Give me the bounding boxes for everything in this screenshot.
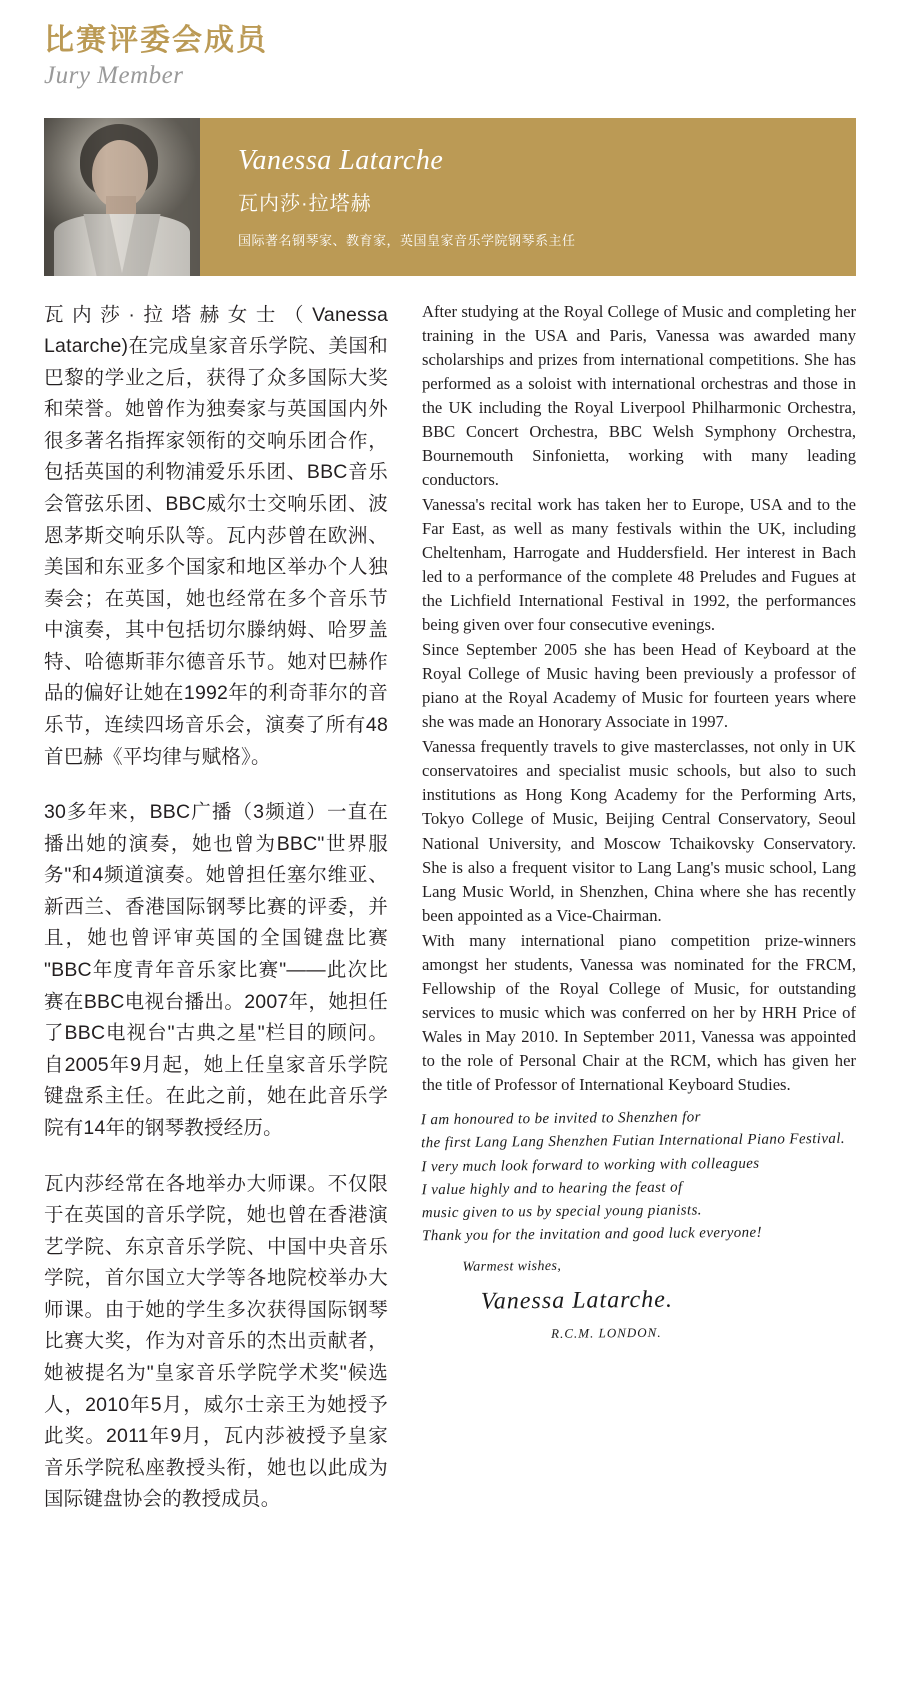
bio-paragraph-cn: 瓦内莎经常在各地举办大师课。不仅限于在英国的音乐学院，她也曾在香港演艺学院、东京音乐学院、中国中央音乐学院，首尔国立大学等各地院校举办大师课。由于她的学生多次获得国际钢琴比赛大奖，作为对音乐的杰出贡献者，她被提名为"皇家音乐学院学术奖"候选人，2010年5月，威尔士亲王为她授予此奖。2011年9月，瓦内莎被授予皇家音乐学院私座教授头衔，她也以此成为国际键盘协会的教授成员。 xyxy=(44,1172,388,1511)
chinese-bio-column xyxy=(44,300,388,1540)
handwritten-closing: Warmest wishes, xyxy=(462,1258,562,1275)
english-bio-column xyxy=(422,300,856,1540)
bio-paragraph-cn: 瓦内莎·拉塔赫女士（Vanessa Latarche)在完成皇家音乐学院、美国和巴黎的学业之后，获得了众多国际大奖和荣誉。她曾作为独奏家与英国国内外很多著名指挥家领衔的交响乐团合作，包括英国的利物浦爱乐乐团、BBC音乐会管弦乐团、BBC威尔士交响乐团、波恩茅斯交响乐队等。瓦内莎曾在欧洲、美国和东亚多个国家和地区举办个人独奏会；在英国，她也经常在多个音乐节中演奏，其中包括切尔滕纳姆、哈罗盖特、哈德斯菲尔德音乐节。她对巴赫作品的偏好让她在1992年的利奇菲尔的音乐节，连续四场音乐会，演奏了所有48首巴赫《平均律与赋格》。 xyxy=(44,303,388,768)
bio-paragraph-en: Vanessa's recital work has taken her to Europe, USA and to the Far East, as well as many festivals within the UK, including Cheltenham, Harrogate and Huddersfield. Her interest in Bach led to a performance of the complete 48 Preludes and Fugues at the Lichfield International Festival in 1992, the performances being given over four consecutive evenings. xyxy=(422,494,856,635)
handwritten-line: Thank you for the invitation and good luck everyone! xyxy=(422,1225,763,1245)
bio-paragraph-en: Vanessa frequently travels to give masterclasses, not only in UK conservatoires and specialist music schools, but also to such institutions as Hong Kong Academy for the Performing Arts, Tokyo College of Music, Beijing Central Conservatory, Seoul National University, and Moscow Tchaikovsky Conservatory. She is also a frequent visitor to Lang Lang's music school, Lang Lang Music World, in Shenzhen, China where she has recently been appointed as a Vice-Chairman. xyxy=(422,737,856,925)
handwritten-place: R.C.M. LONDON. xyxy=(551,1325,662,1342)
bio-paragraph-cn: 30多年来，BBC广播（3频道）一直在播出她的演奏，她也曾为BBC"世界服务"和4频道演奏。她曾担任塞尔维亚、新西兰、香港国际钢琴比赛的评委，并且，她也曾评审英国的全国键盘比赛 "BBC年度青年音乐家比赛"——此次比赛在BBC电视台播出。2007年，她担任了BBC电视台"古典之星"栏目的顾问。自2005年9月起，她上任皇家音乐学院键盘系主任。在此之前，她在此音乐学院有14年的钢琴教授经历。 xyxy=(44,801,388,1139)
portrait-photo xyxy=(44,118,200,276)
handwritten-line: I value highly and to hearing the feast of xyxy=(421,1179,683,1199)
handwritten-signature: Vanessa Latarche. xyxy=(480,1286,674,1315)
handwritten-line: music given to us by special young pianists. xyxy=(421,1202,703,1222)
page-header xyxy=(44,0,856,90)
member-title-cn: 国际著名钢琴家、教育家，英国皇家音乐学院钢琴系主任 xyxy=(238,233,576,249)
jury-member-banner xyxy=(44,118,856,276)
banner-text-block xyxy=(200,118,856,276)
handwritten-line: the first Lang Lang Shenzhen Futian International Piano Festival. xyxy=(421,1131,846,1152)
page-title-cn: 比赛评委会成员 xyxy=(44,24,268,57)
member-name-cn: 瓦内莎·拉塔赫 xyxy=(238,193,372,216)
bio-paragraph-en: With many international piano competition prize-winners amongst her students, Vanessa was nominated for the FRCM, Fellowship of the Royal College of Music, for outstanding services to music which was conferred on her by HRH Price of Wales in May 2010. In September 2011, Vanessa was appointed to the role of Personal Chair at the RCM, which has given her the title of Professor of International Keyboard Studies. xyxy=(422,930,856,1094)
handwritten-line: I very much look forward to working with colleagues xyxy=(421,1155,760,1175)
bio-paragraph-en: Since September 2005 she has been Head of Keyboard at the Royal College of Music having been previously a professor of piano at the Royal Academy of Music for fourteen years where she was made an Honorary Associate in 1997. xyxy=(422,640,856,732)
content-columns xyxy=(44,300,856,1540)
bio-paragraph-en: After studying at the Royal College of Music and completing her training in the USA and Paris, Vanessa was awarded many scholarships and prizes from international competitions. She has performed as a soloist with international orchestras and those in the UK including the Royal Liverpool Philharmonic Orchestra, BBC Concert Orchestra, BBC Welsh Symphony Orchestra, Bournemouth Sinfonietta, working with many leading conductors. xyxy=(422,301,856,489)
handwritten-note xyxy=(421,1105,857,1346)
handwritten-line: I am honoured to be invited to Shenzhen for xyxy=(420,1109,701,1129)
portrait-shading xyxy=(44,118,200,276)
member-name-en: Vanessa Latarche xyxy=(238,144,444,176)
page-title-en: Jury Member xyxy=(44,61,184,89)
